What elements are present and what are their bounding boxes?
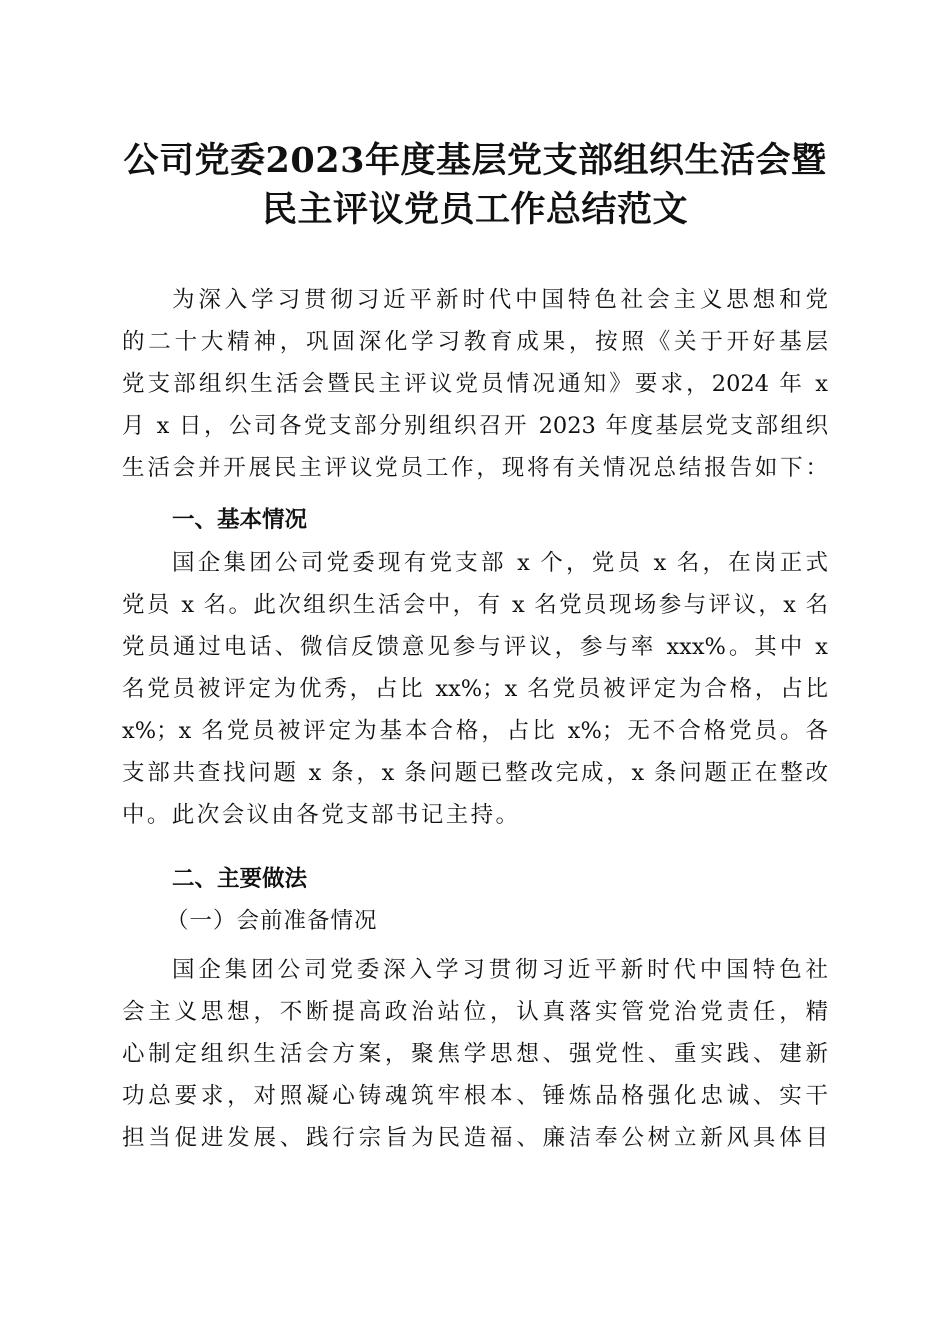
section1-line: 名党员被评定为优秀，占比 xx%；x 名党员被评定为合格，占比 [122,676,828,702]
intro-line: 为深入学习贯彻习近平新时代中国特色社会主义思想和党 [172,287,828,313]
intro-line: 生活会并开展民主评议党员工作，现将有关情况总结报告如下： [122,455,828,481]
section1-line: x%；x 名党员被评定为基本合格，占比 x%；无不合格党员。各 [122,718,828,744]
section1-line: 党员通过电话、微信反馈意见参与评议，参与率 xxx%。其中 x [122,634,828,660]
section2-line: 心制定组织生活会方案，聚焦学思想、强党性、重实践、建新 [122,1041,828,1067]
section1-line: 支部共查找问题 x 条，x 条问题已整改完成，x 条问题正在整改 [122,760,828,786]
section2-line: 国企集团公司党委深入学习贯彻习近平新时代中国特色社 [172,957,828,983]
section2-line: 担当促进发展、践行宗旨为民造福、廉洁奉公树立新风具体目 [122,1125,828,1151]
section2-line: 会主义思想，不断提高政治站位，认真落实管党治党责任，精 [122,999,828,1025]
section1-line: 国企集团公司党委现有党支部 x 个，党员 x 名，在岗正式 [172,550,828,576]
document-title-line-1: 公司党委2023年度基层党支部组织生活会暨 [123,140,827,181]
section-heading-main-practices: 二、主要做法 [172,866,308,892]
section2-line: 功总要求，对照凝心铸魂筑牢根本、锤炼品格强化忠诚、实干 [122,1083,828,1109]
intro-line: 月 x 日，公司各党支部分别组织召开 2023 年度基层党支部组织 [122,413,828,439]
section1-line: 中。此次会议由各党支部书记主持。 [122,802,521,828]
section-heading-basic: 一、基本情况 [172,507,308,533]
intro-line: 的二十大精神，巩固深化学习教育成果，按照《关于开好基层 [122,329,828,355]
document-title-line-2: 民主评议党员工作总结范文 [261,189,688,230]
section1-line: 党员 x 名。此次组织生活会中，有 x 名党员现场参与评议，x 名 [122,592,828,618]
subsection-heading-preparation: （一）会前准备情况 [166,908,378,934]
intro-line: 党支部组织生活会暨民主评议党员情况通知》要求，2024 年 x [122,371,828,397]
